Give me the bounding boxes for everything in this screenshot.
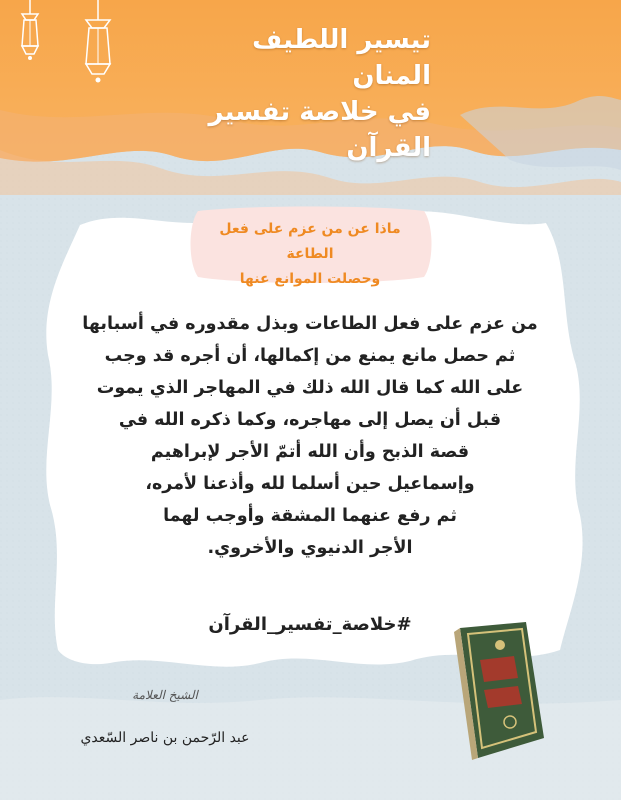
book-cover-image [448, 620, 548, 760]
hashtag-text: #خلاصة_تفسير_القرآن [208, 614, 412, 635]
body-line: الأجر الدنيوي والأخروي. [207, 538, 413, 558]
body-line: وإسماعيل حين أسلما لله وأذعنا لأمره، [145, 474, 475, 494]
body-line: على الله كما قال الله ذلك في المهاجر الذي يموت [96, 378, 524, 398]
body-line: ثم رفع عنهما المشقة وأوجب لهما [163, 506, 457, 526]
body-line: ثم حصل مانع يمنع من إكمالها، أن أجره قد وجب [104, 346, 516, 366]
body-line: قصة الذبح وأن الله أتمّ الأجر لإبراهيم [150, 442, 470, 462]
question-line-2: وحصلت الموانع عنها [239, 271, 381, 287]
question-heading [205, 217, 415, 292]
title-line-1: تيسير اللطيف المنان [252, 25, 431, 91]
author-name: عبد الرّحمن بن ناصر السّعدي [80, 730, 250, 746]
page-title [171, 22, 431, 166]
lantern-icon [10, 0, 50, 70]
question-line-1: ماذا عن من عزم على فعل الطاعة [219, 221, 401, 262]
body-text [70, 308, 550, 564]
title-line-2: في خلاصة تفسير القرآن [208, 97, 431, 163]
lantern-icon [70, 0, 126, 95]
body-line: من عزم على فعل الطاعات وبذل مقدوره في أسبابها [82, 314, 538, 334]
author-title: الشيخ العلامة [132, 688, 198, 702]
body-line: قبل أن يصل إلى مهاجره، وكما ذكره الله في [118, 410, 502, 430]
